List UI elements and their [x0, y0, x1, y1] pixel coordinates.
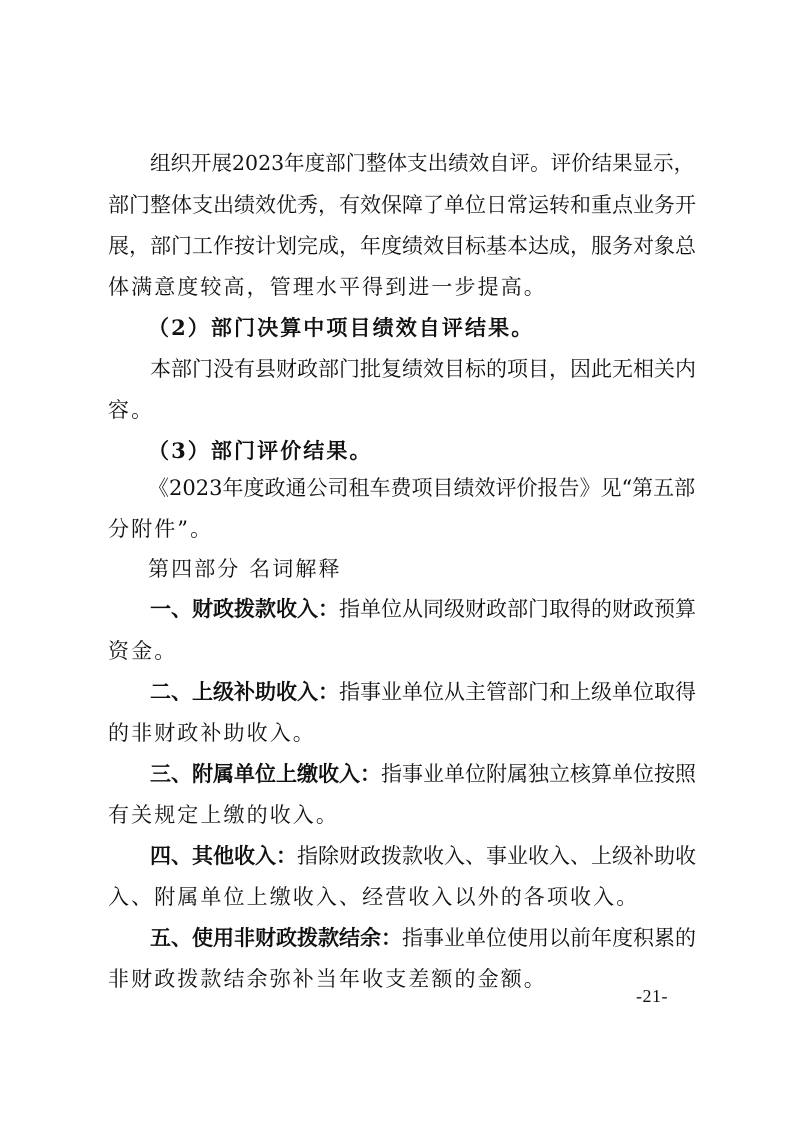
paragraph-line: 《2023年度政通公司租车费项目绩效评价报告》见“第五部 [148, 476, 696, 500]
term-name: 三、附属单位上缴收入： [150, 761, 381, 786]
subsection-heading: （3）部门评价结果。 [148, 438, 373, 463]
term-definition: 指事业单位从主管部门和上级单位取得 [339, 680, 696, 704]
page-number: -21- [636, 986, 668, 1006]
term-line [150, 754, 698, 794]
term-line [150, 918, 698, 958]
term-definition: 指单位从同级财政部门取得的财政预算 [339, 597, 696, 621]
paragraph-line: 展，部门工作按计划完成，年度绩效目标基本达成，服务对象总 [108, 234, 696, 258]
term-definition: 指事业单位附属独立核算单位按照 [381, 762, 696, 786]
paragraph-line: 本部门没有县财政部门批复绩效目标的项目，因此无相关内 [150, 357, 696, 381]
paragraph-line: 体满意度较高，管理水平得到进一步提高。 [108, 275, 547, 299]
term-name: 二、上级补助收入： [150, 679, 339, 704]
term-definition: 资金。 [108, 639, 178, 663]
term-line [150, 672, 698, 712]
term-definition: 的非财政补助收入。 [108, 721, 316, 745]
term-definition: 非财政拨款结余弥补当年收支差额的金额。 [108, 967, 547, 991]
paragraph-line: 部门整体支出绩效优秀，有效保障了单位日常运转和重点业务开 [108, 193, 696, 217]
paragraph-line: 组织开展2023年度部门整体支出绩效自评。评价结果显示， [150, 151, 695, 175]
subsection-heading: （2）部门决算中项目绩效自评结果。 [148, 315, 535, 340]
term-definition: 指除财政拨款收入、事业收入、上级补助收 [297, 844, 696, 868]
term-definition: 有关规定上缴的收入。 [108, 803, 339, 827]
term-line [150, 589, 698, 629]
term-name: 四、其他收入： [150, 843, 297, 868]
section-title: 第四部分 名词解释 [148, 557, 342, 581]
term-line [150, 836, 698, 876]
paragraph-line: 分附件”。 [108, 517, 214, 541]
term-name: 一、财政拨款收入： [150, 596, 339, 621]
term-definition: 入、附属单位上缴收入、经营收入以外的各项收入。 [108, 885, 640, 909]
term-definition: 指事业单位使用以前年度积累的 [402, 926, 696, 950]
term-name: 五、使用非财政拨款结余： [150, 925, 402, 950]
paragraph-line: 容。 [108, 398, 155, 422]
